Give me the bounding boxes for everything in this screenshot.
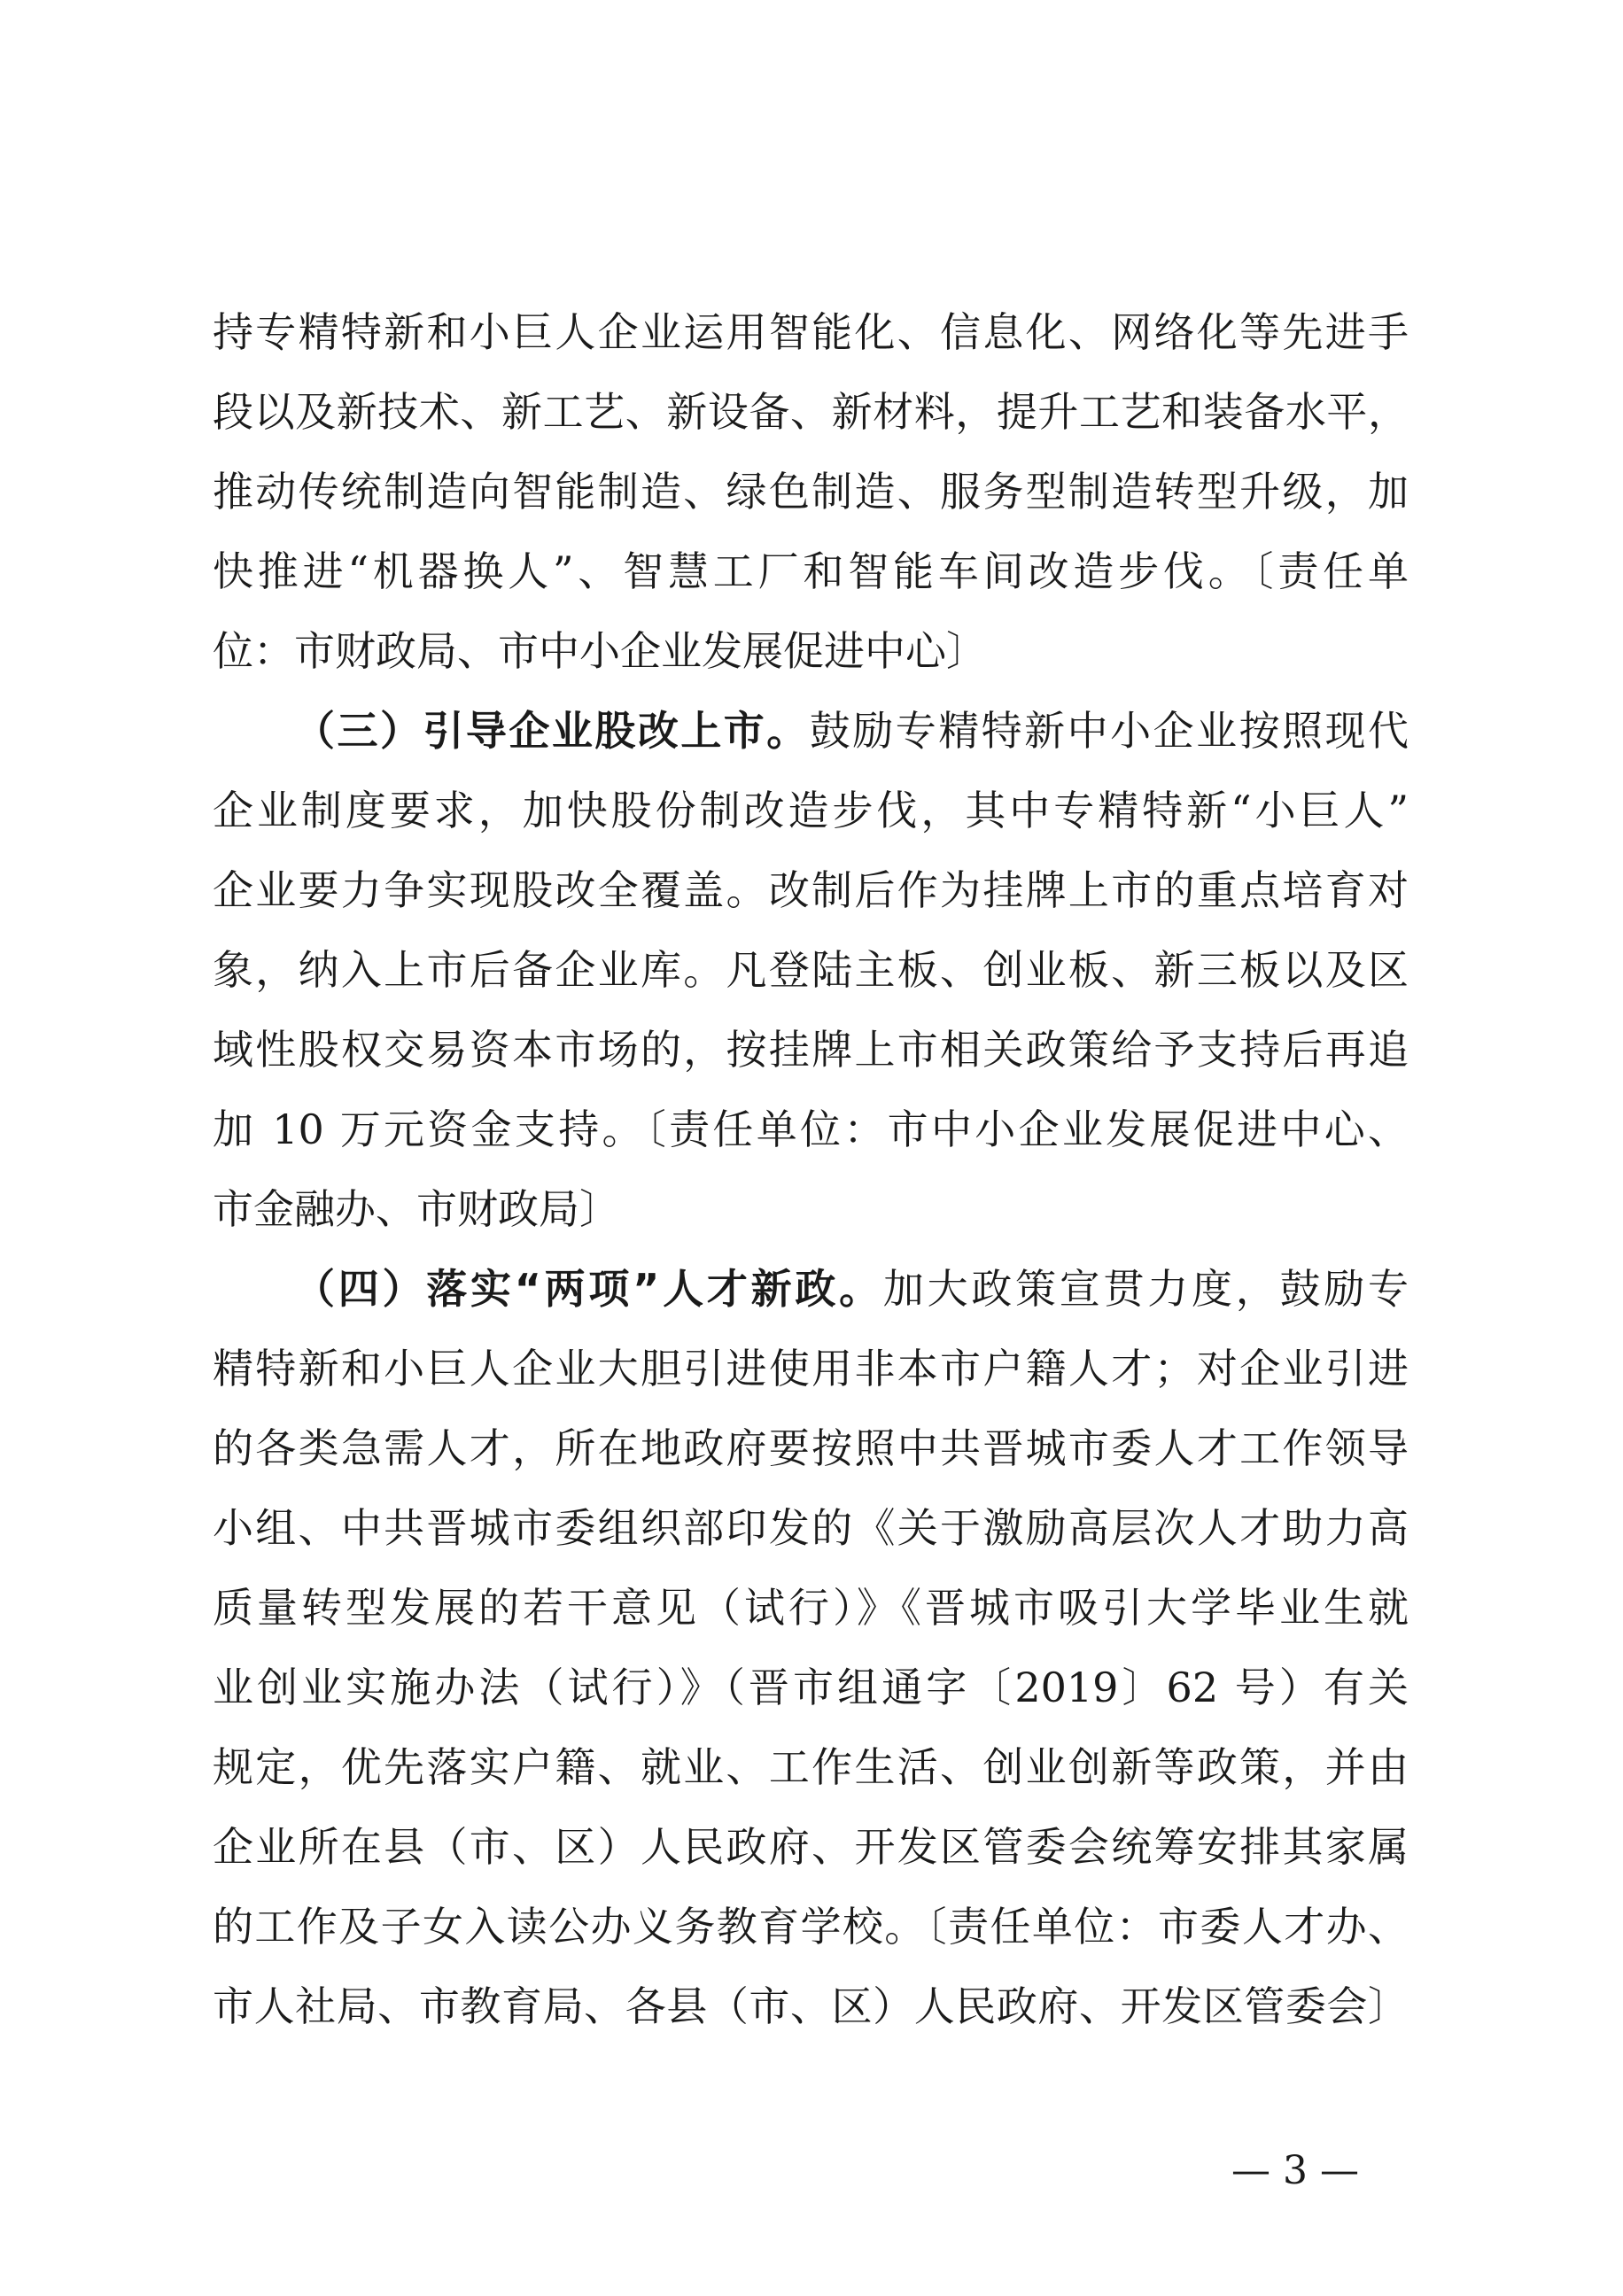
text-line: 企业制度要求，加快股份制改造步伐，其中专精特新“小巨人” (213, 787, 1409, 834)
text-line: 的工作及子女入读公办义务教育学校。〔责任单位：市委人才办、 (213, 1903, 1409, 1951)
text-line: 精特新和小巨人企业大胆引进使用非本市户籍人才；对企业引进 (213, 1345, 1409, 1392)
text-line: 企业所在县（市、区）人民政府、开发区管委会统筹安排其家属 (213, 1823, 1409, 1871)
text-line: 企业要力争实现股改全覆盖。改制后作为挂牌上市的重点培育对 (213, 866, 1409, 914)
text-line (213, 691, 1409, 771)
text-line: 业创业实施办法（试行）》（晋市组通字〔2019〕62 号）有关 (213, 1664, 1409, 1711)
text-line: 市金融办、市财政局〕 (213, 1185, 620, 1233)
text-line: 质量转型发展的若干意见（试行）》《晋城市吸引大学毕业生就 (213, 1584, 1409, 1632)
text-line: 段以及新技术、新工艺、新设备、新材料，提升工艺和装备水平， (213, 388, 1409, 436)
text-line-rest: 加大政策宣贯力度，鼓励专 (882, 1265, 1409, 1313)
text-line: 域性股权交易资本市场的，按挂牌上市相关政策给予支持后再追 (213, 1026, 1409, 1074)
paragraph-talent-policy (213, 1249, 1409, 2046)
text-line: 加 10 万元资金支持。〔责任单位：市中小企业发展促进中心、 (213, 1105, 1409, 1153)
text-line (213, 1249, 1409, 1329)
text-line: 推动传统制造向智能制造、绿色制造、服务型制造转型升级，加 (213, 468, 1409, 516)
paragraph-equipment-upgrade (213, 292, 1409, 691)
text-line: 持专精特新和小巨人企业运用智能化、信息化、网络化等先进手 (213, 308, 1409, 356)
text-line: 小组、中共晋城市委组织部印发的《关于激励高层次人才助力高 (213, 1504, 1409, 1552)
text-line: 规定，优先落实户籍、就业、工作生活、创业创新等政策，并由 (213, 1743, 1409, 1791)
text-line: 位：市财政局、市中小企业发展促进中心〕 (213, 627, 987, 675)
page-number: — 3 — (1231, 2148, 1359, 2193)
section-heading-3: （三）引导企业股改上市。 (294, 707, 810, 755)
text-line: 的各类急需人才，所在地政府要按照中共晋城市委人才工作领导 (213, 1424, 1409, 1472)
paragraph-ipo-guidance (213, 691, 1409, 1249)
body-text (213, 292, 1409, 2046)
text-line: 市人社局、市教育局、各县（市、区）人民政府、开发区管委会〕 (213, 1982, 1409, 2030)
section-heading-4: （四）落实“两项”人才新政。 (294, 1265, 883, 1313)
text-line: 象，纳入上市后备企业库。凡登陆主板、创业板、新三板以及区 (213, 946, 1409, 994)
text-line: 快推进“机器换人”、智慧工厂和智能车间改造步伐。〔责任单 (213, 547, 1409, 595)
text-line-rest: 鼓励专精特新中小企业按照现代 (809, 707, 1409, 755)
